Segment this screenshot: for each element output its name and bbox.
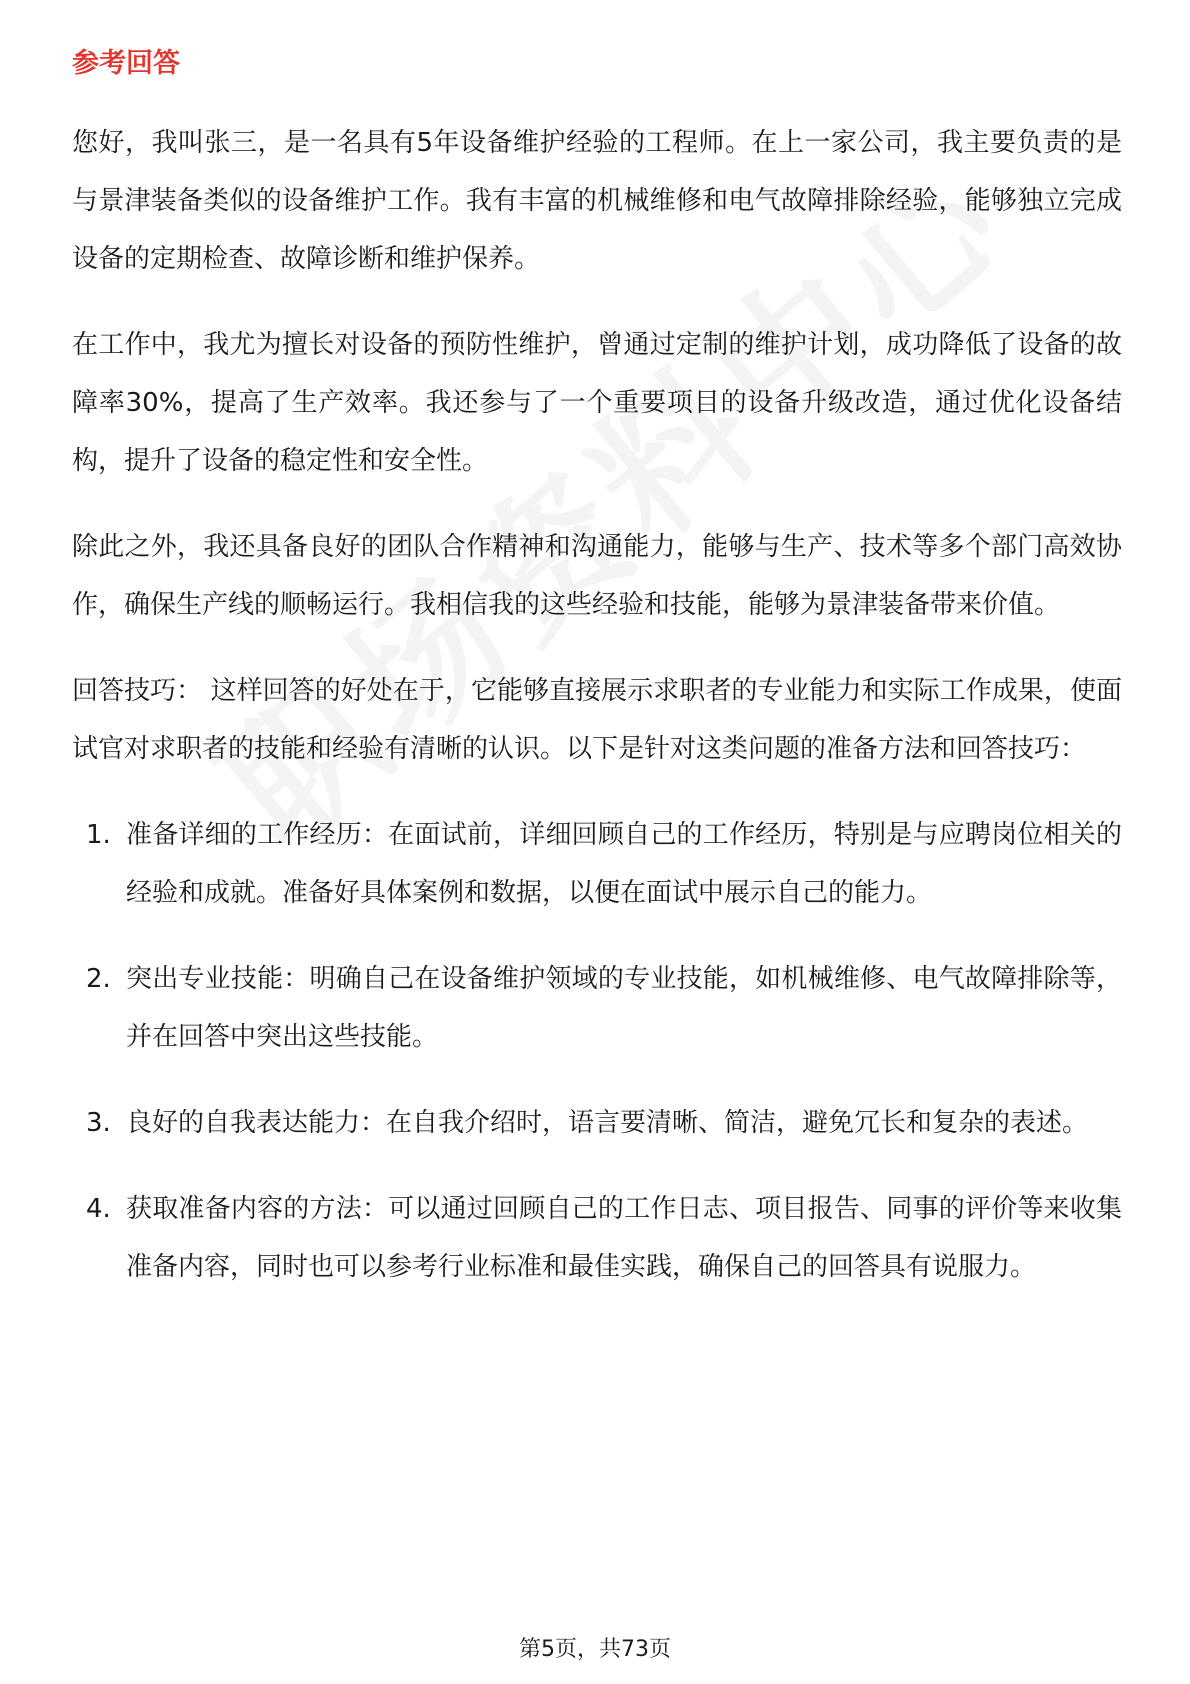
list-item-text: 获取准备内容的方法：可以通过回顾自己的工作日志、项目报告、同事的评价等来收集准备内容，同时也可以参考行业标准和最佳实践，确保自己的回答具有说服力。 (126, 1194, 1122, 1282)
list-item (72, 806, 1122, 922)
answer-paragraph-2: 在工作中，我尤为擅长对设备的预防性维护，曾通过定制的维护计划，成功降低了设备的故障率30%，提高了生产效率。我还参与了一个重要项目的设备升级改造，通过优化设备结构，提升了设备的稳定性和安全性。 (72, 330, 1122, 476)
list-item (72, 1180, 1122, 1296)
tips-intro-paragraph: 回答技巧： 这样回答的好处在于，它能够直接展示求职者的专业能力和实际工作成果，使面试官对求职者的技能和经验有清晰的认识。以下是针对这类问题的准备方法和回答技巧： (72, 676, 1122, 764)
list-item-number: 3. (86, 1108, 111, 1138)
list-item-text: 良好的自我表达能力：在自我介绍时，语言要清晰、简洁，避免冗长和复杂的表述。 (126, 1108, 1089, 1138)
section-title: 参考回答 (72, 48, 180, 79)
list-item-text: 突出专业技能：明确自己在设备维护领域的专业技能，如机械维修、电气故障排除等，并在回答中突出这些技能。 (126, 964, 1122, 1052)
list-item-text: 准备详细的工作经历：在面试前，详细回顾自己的工作经历，特别是与应聘岗位相关的经验和成就。准备好具体案例和数据，以便在面试中展示自己的能力。 (126, 820, 1122, 908)
page-footer: 第5页，共73页 (519, 1637, 671, 1662)
answer-paragraph-1: 您好，我叫张三，是一名具有5年设备维护经验的工程师。在上一家公司，我主要负责的是与景津装备类似的设备维护工作。我有丰富的机械维修和电气故障排除经验，能够独立完成设备的定期检查、故障诊断和维护保养。 (72, 128, 1122, 274)
list-item-number: 4. (86, 1194, 111, 1224)
document-page (72, 44, 1122, 1324)
tips-list (72, 806, 1122, 1296)
list-item-number: 1. (86, 820, 111, 850)
list-item (72, 950, 1122, 1066)
list-item-number: 2. (86, 964, 111, 994)
answer-paragraph-3: 除此之外，我还具备良好的团队合作精神和沟通能力，能够与生产、技术等多个部门高效协作，确保生产线的顺畅运行。我相信我的这些经验和技能，能够为景津装备带来价值。 (72, 532, 1122, 620)
list-item (72, 1094, 1122, 1152)
